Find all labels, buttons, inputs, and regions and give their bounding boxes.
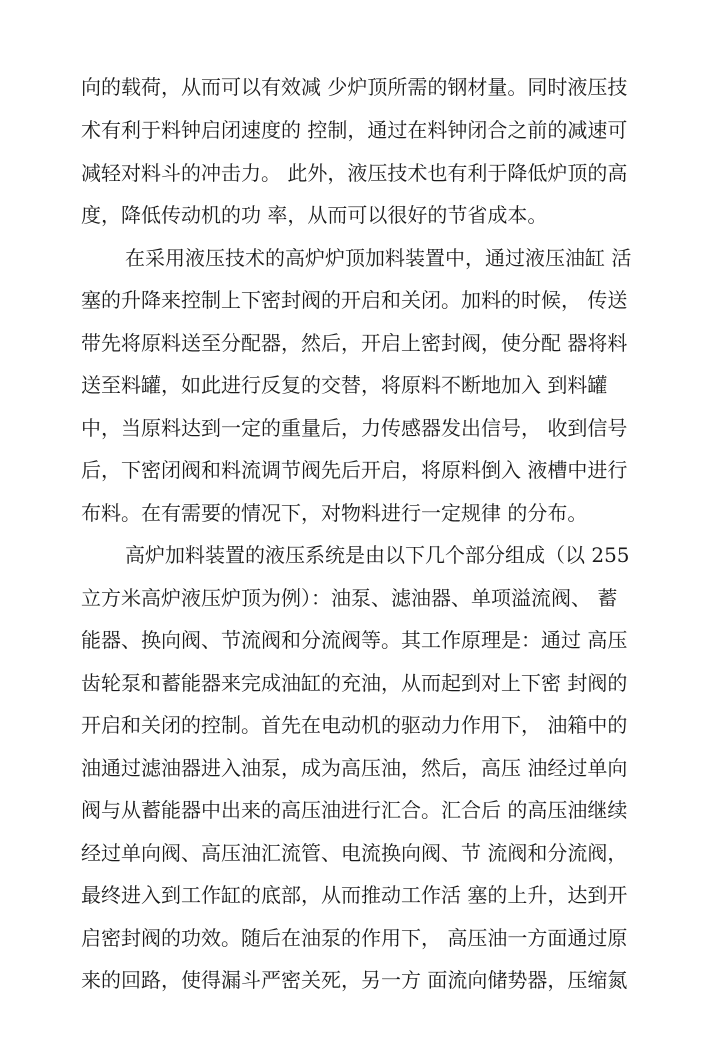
text-line: 立方米高炉液压炉顶为例）：油泵、滤油器、单项溢流阀、 蓄 <box>81 586 618 610</box>
text-line: 向的载荷，从而可以有效减 少炉顶所需的钢材量。同时液压技 <box>81 75 628 99</box>
text-line: 启密封阀的功效。随后在油泵的作用下， 高压油一方面通过原 <box>81 926 628 950</box>
text-line: 阀与从蓄能器中出来的高压油进行汇合。汇合后 的高压油继续 <box>81 798 628 822</box>
text-line: 能器、换向阀、节流阀和分流阀等。其工作原理是：通过 高压 <box>81 628 628 652</box>
text-line: 布料。在有需要的情况下，对物料进行一定规律 的分布。 <box>81 501 588 525</box>
text-line: 带先将原料送至分配器，然后，开启上密封阀，使分配 器将料 <box>81 331 628 355</box>
text-line: 在采用液压技术的高炉炉顶加料装置中，通过液压油缸 活 <box>125 246 632 270</box>
text-line: 送至料罐，如此进行反复的交替，将原料不断地加入 到料罐 <box>81 373 608 397</box>
text-line: 油通过滤油器进入油泵，成为高压油，然后，高压 油经过单向 <box>81 756 628 780</box>
text-line: 度，降低传动机的功 率，从而可以很好的节省成本。 <box>81 203 548 227</box>
text-line: 齿轮泵和蓄能器来完成油缸的充油，从而起到对上下密 封阀的 <box>81 671 628 695</box>
text-line: 中，当原料达到一定的重量后，力传感器发出信号， 收到信号 <box>81 416 628 440</box>
text-line: 后，下密闭阀和料流调节阀先后开启，将原料倒入 液槽中进行 <box>81 458 628 482</box>
text-line: 术有利于料钟启闭速度的 控制，通过在料钟闭合之前的减速可 <box>81 118 628 142</box>
text-line: 塞的升降来控制上下密封阀的开启和关闭。加料的时候， 传送 <box>81 288 628 312</box>
text-line: 开启和关闭的控制。首先在电动机的驱动力作用下， 油箱中的 <box>81 713 628 737</box>
text-line: 最终进入到工作缸的底部，从而推动工作活 塞的上升，达到开 <box>81 883 628 907</box>
text-line: 来的回路，使得漏斗严密关死，另一方 面流向储势器，压缩氮 <box>81 968 628 992</box>
text-line: 经过单向阀、高压油汇流管、电流换向阀、节 流阀和分流阀， <box>81 841 628 865</box>
text-line: 高炉加料装置的液压系统是由以下几个部分组成（以 255 <box>125 543 630 567</box>
text-line: 减轻对料斗的冲击力。 此外，液压技术也有利于降低炉顶的高 <box>81 161 628 185</box>
